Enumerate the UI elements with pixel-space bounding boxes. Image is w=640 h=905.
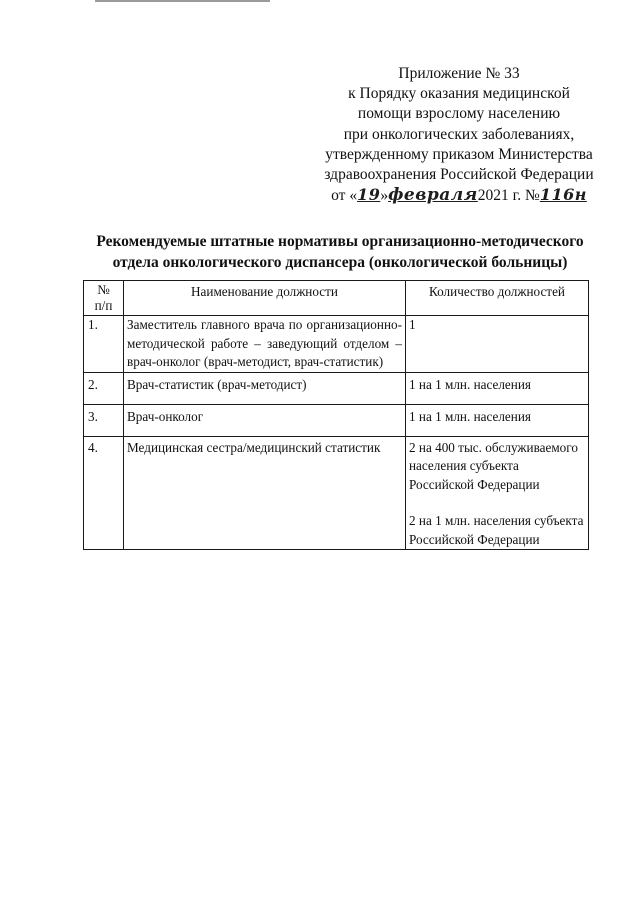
heading-line-2: отдела онкологического диспансера (онкологической больницы) bbox=[112, 253, 568, 271]
table-row bbox=[84, 316, 589, 373]
order-date-line bbox=[314, 185, 604, 206]
order-month-handwritten: февраля bbox=[388, 185, 478, 206]
appendix-line: к Порядку оказания медицинской bbox=[348, 85, 570, 103]
row-number: 2. bbox=[84, 372, 124, 404]
header-number bbox=[84, 281, 124, 316]
header-position-name: Наименование должности bbox=[124, 281, 406, 316]
heading-line-1: Рекомендуемые штатные нормативы организационно-методического bbox=[96, 233, 584, 250]
position-count bbox=[406, 436, 589, 550]
order-number-handwritten: 116н bbox=[539, 185, 587, 205]
order-quote-close: » bbox=[380, 187, 389, 205]
position-count-part-2: 2 на 1 млн. населения субъекта Российской Федерации bbox=[409, 513, 584, 547]
table-row bbox=[84, 404, 589, 436]
header-position-count: Количество должностей bbox=[406, 281, 589, 316]
row-number: 3. bbox=[84, 404, 124, 436]
scan-edge-line bbox=[95, 0, 270, 2]
appendix-line: помощи взрослому населению bbox=[357, 105, 561, 123]
staffing-table bbox=[83, 280, 589, 550]
position-count: 1 на 1 млн. населения bbox=[406, 404, 589, 436]
position-name: Медицинская сестра/медицинский статистик bbox=[124, 436, 406, 550]
header-number-symbol: № bbox=[97, 282, 110, 297]
order-day-handwritten: 19 bbox=[357, 185, 381, 205]
position-count: 1 bbox=[406, 316, 589, 373]
document-heading bbox=[60, 232, 620, 273]
order-year: 2021 г. № bbox=[477, 187, 540, 205]
table-row bbox=[84, 372, 589, 404]
position-count: 1 на 1 млн. населения bbox=[406, 372, 589, 404]
row-number: 4. bbox=[84, 436, 124, 550]
appendix-line: утвержденному приказом Министерства bbox=[325, 145, 593, 163]
position-count-part-1: 2 на 400 тыс. обслуживаемого населения субъекта Российской Федерации bbox=[409, 439, 578, 492]
position-name: Врач-статистик (врач-методист) bbox=[124, 372, 406, 404]
position-name: Заместитель главного врача по организационно-методической работе – заведующий отделом – врач-онколог (врач-методист, врач-статистик) bbox=[124, 316, 406, 373]
position-name: Врач-онколог bbox=[124, 404, 406, 436]
row-number: 1. bbox=[84, 316, 124, 373]
order-prefix: от « bbox=[331, 187, 358, 205]
table-row bbox=[84, 436, 589, 550]
paragraph-gap bbox=[409, 494, 585, 512]
appendix-title: Приложение № 33 bbox=[398, 65, 520, 82]
appendix-block bbox=[314, 64, 604, 206]
appendix-line: здравоохранения Российской Федерации bbox=[324, 166, 594, 184]
appendix-line: при онкологических заболеваниях, bbox=[343, 125, 575, 143]
table-header-row bbox=[84, 281, 589, 316]
header-number-abbr: п/п bbox=[94, 298, 113, 313]
